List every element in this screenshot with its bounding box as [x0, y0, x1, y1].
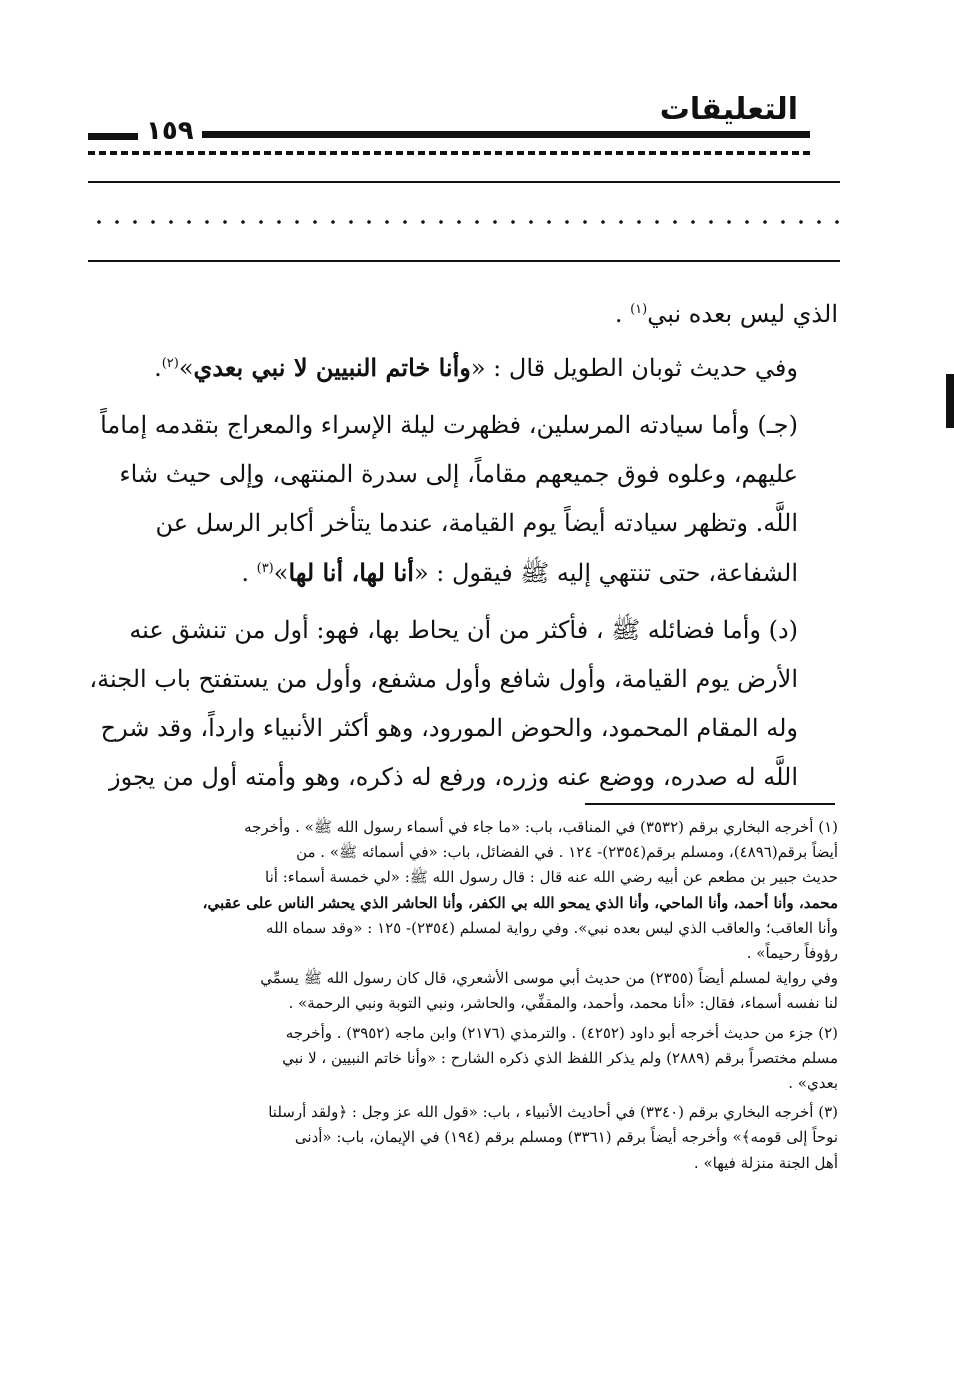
paragraph-virtues [88, 606, 838, 802]
header-bar-right [202, 131, 810, 138]
footnotes [88, 815, 838, 1176]
footnote-ref: (٢) [161, 356, 179, 371]
second-rule [88, 260, 840, 262]
text-run: . [154, 354, 162, 382]
text-line: (جـ) وأما سيادته المرسلين، فظهرت ليلة الإسراء والمعراج بتقدمه إماماً [100, 411, 798, 439]
footnote-ref: (١) [630, 302, 648, 317]
footnote-line: (٣) أخرجه البخاري برقم (٣٣٤٠) في أحاديث الأنبياء ، باب: «قول الله عز وجل : ﴿ولقد أرسلنا [268, 1103, 838, 1122]
hadith-quote: وأنا خاتم النبيين لا نبي بعدي [193, 353, 471, 382]
text-run: » [273, 559, 289, 587]
main-text [88, 290, 838, 802]
paragraph-sovereignty [88, 401, 838, 598]
footnote-ref: (٣) [256, 561, 274, 576]
text-line: الأرض يوم القيامة، وأول شافع وأول مشفع، وأول من يستفتح باب الجنة، [89, 665, 798, 693]
footnote-3 [88, 1100, 838, 1176]
footnote-line: وفي رواية لمسلم أيضاً (٢٣٥٥) من حديث أبي موسى الأشعري، قال كان رسول الله ﷺ يسمِّي [260, 969, 838, 988]
footnote-line: رؤوفاً رحيماً» . [746, 944, 838, 963]
footnote-line: مسلم مختصراً برقم (٢٨٨٩) ولم يذكر اللفظ الذي ذكره الشارح : «وأنا خاتم النبيين ، لا نبي [282, 1048, 838, 1067]
footnote-line: وأنا العاقب؛ والعاقب الذي ليس بعده نبي». وفي رواية لمسلم (٢٣٥٤)- ١٢٥ : «وقد سماه الله [266, 918, 838, 937]
text-line: وله المقام المحمود، والحوض المورود، وهو أكثر الأنبياء وارداً، وقد شرح [100, 714, 798, 742]
footnote-2 [88, 1021, 838, 1097]
header-dash-row [88, 151, 810, 155]
paragraph-thawban [88, 343, 838, 393]
text-line: اللَّه. وتظهر سيادته أيضاً يوم القيامة، عندما يتأخر أكابر الرسل عن [155, 509, 798, 537]
footnote-line: (٢) جزء من حديث أخرجه أبو داود (٤٢٥٢) . والترمذي (٢١٧٦) وابن ماجه (٣٩٥٢) . وأخرجه [285, 1023, 838, 1042]
footnote-line: محمد، وأنا أحمد، وأنا الماحي، وأنا الذي يمحو الله بي الكفر، وأنا الحاشر الذي يحشر الناس على عقبي، [202, 893, 838, 912]
page-number: ١٥٩ [146, 116, 194, 146]
footnote-line: لنا نفسه أسماء، فقال: «أنا محمد، وأحمد، والمقفِّي، والحاشر، ونبي التوبة ونبي الرحمة» . [288, 994, 838, 1013]
running-header-title: التعليقات [659, 92, 798, 127]
footnote-line: (١) أخرجه البخاري برقم (٣٥٣٢) في المناقب، باب: «ما جاء في أسماء رسول الله ﷺ» . وأخرجه [244, 818, 838, 836]
paragraph-continuation [88, 290, 838, 339]
text-line: اللَّه له صدره، ووضع عنه وزره، ورفع له ذكره، وهو وأمته أول من يجوز [108, 763, 798, 791]
text-run: . [241, 559, 257, 587]
text-run: » [178, 354, 194, 382]
footnote-line: أيضاً برقم(٤٨٩٦)، ومسلم برقم(٢٣٥٤)- ١٢٤ . في الفضائل، باب: «في أسمائه ﷺ» . من [296, 843, 838, 862]
page-edge-mark [946, 374, 954, 428]
footnote-line: نوحاً إلى قومه﴾» وأخرجه أيضاً برقم (٣٣٦١) ومسلم برقم (١٩٤) في الإيمان، باب: «أدنى [294, 1128, 838, 1147]
text-line: . [614, 300, 631, 328]
dotted-separator [90, 210, 840, 234]
text-run: الشفاعة، حتى تنتهي إليه ﷺ فيقول : « [413, 559, 798, 587]
text-line: (د) وأما فضائله ﷺ ، فأكثر من أن يحاط بها، فهو: أول من تنشق عنه [129, 616, 798, 644]
footnote-1 [88, 815, 838, 1017]
top-rule [88, 181, 840, 183]
text-line [88, 548, 838, 598]
text-line: الذي ليس بعده نبي [647, 300, 838, 328]
hadith-quote: أنا لها، أنا لها [288, 558, 414, 587]
footnote-separator [585, 803, 835, 805]
text-line: عليهم، وعلوه فوق جميعهم مقاماً، إلى سدرة المنتهى، وإلى حيث شاء [119, 460, 798, 488]
text-run: وفي حديث ثوبان الطويل قال : « [470, 354, 798, 382]
footnote-line: بعدي» . [788, 1074, 838, 1093]
footnote-line: أهل الجنة منزلة فيها» . [693, 1153, 838, 1172]
header-bar-left [88, 133, 138, 140]
footnote-line: حديث جبير بن مطعم عن أبيه رضي الله عنه قال : قال رسول الله ﷺ: «لي خمسة أسماء: أنا [265, 868, 838, 887]
